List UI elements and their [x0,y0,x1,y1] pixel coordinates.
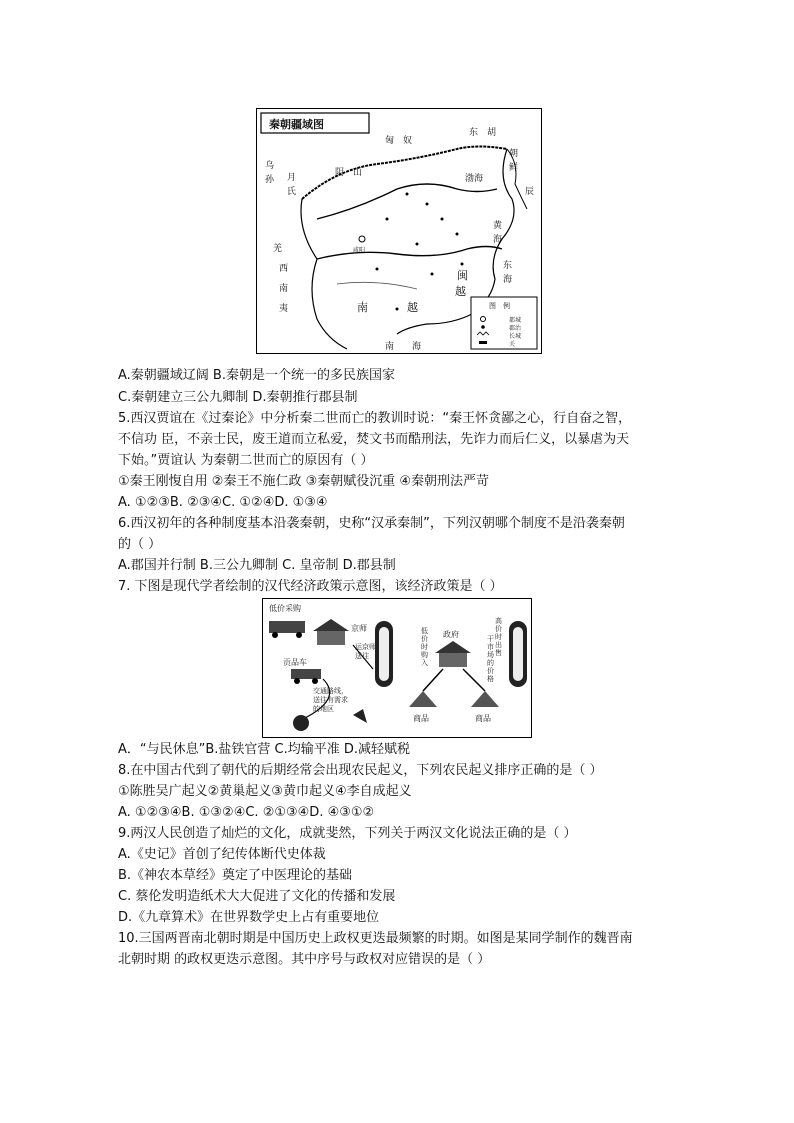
map-label-nanhai: 南 海 [385,342,422,352]
q6-options: A.郡国并行制 B.三公九卿制 C. 皇帝制 D.郡县制 [118,558,396,573]
map-legend-item: 郡治 [509,325,522,332]
map-label-yi: 夷 [279,304,289,314]
map-label-nanyue-1: 南 [357,301,368,314]
q6-stem-line1: 6.西汉初年的各种制度基本沿袭秦朝，史称“汉承秦制”，下列汉朝哪个制度不是沿袭秦朝 [118,516,625,531]
q10-stem-line2: 北朝时期 的政权更迭示意图。其中序号与政权对应错误的是（ ） [118,952,491,967]
q10-stem-line1: 10.三国两晋南北朝时期是中国历史上政权更迭最频繁的时期。如图是某同学制作的魏晋南 [118,931,633,946]
map-label-chen: 辰 [525,187,535,197]
q5-stem-line2: 不信功 臣，不亲士民，废王道而立私爱，焚文书而酷刑法，先诈力而后仁义，以暴虐为天 [118,432,630,447]
q9-option-b: B.《神农本草经》奠定了中医理论的基础 [118,868,353,883]
econ-high-sell-label: 高 价 时 出 售 [495,617,502,657]
map-label-yuezhi: 月 氏 [287,173,297,197]
map-label-chaoxian: 朝 鲜 [509,149,519,173]
econ-policy-diagram [262,598,532,738]
qin-territory-map [256,108,542,354]
map-title: 秦朝疆域图 [269,118,324,131]
map-legend-item: 关 [509,341,516,348]
map-legend-title: 图 例 [489,302,510,310]
map-label-nanyue-2: 越 [407,301,418,314]
map-label-huanghai: 黄 海 [493,221,503,245]
map-label-qiang: 羌 [273,244,283,254]
econ-low-buy-label: 低 价 时 购 入 [421,627,428,667]
map-label-wusun: 乌 孙 [265,161,275,185]
q5-stem-line1: 5.西汉贾谊在《过秦论》中分析秦二世而亡的教训时说：“秦王怀贪鄙之心，行自奋之智， [118,411,632,426]
q8-options: A. ①②③④B. ①③②④C. ②①③④D. ④③①② [118,805,375,820]
q5-items: ①秦王刚愎自用 ②秦王不施仁政 ③秦朝赋役沉重 ④秦朝刑法严苛 [118,474,490,489]
map-legend-item: 都城 [509,317,522,324]
q4-options-line1: A.秦朝疆域辽阔 B.秦朝是一个统一的多民族国家 [118,368,395,383]
q5-stem-line3: 下始。”贾谊认 为秦朝二世而亡的原因有（ ） [118,453,374,468]
q4-options-line2: C.秦朝建立三公九卿制 D.秦朝推行郡县制 [118,390,358,405]
econ-capital-label: 京师 [351,624,367,633]
q9-stem: 9.两汉人民创造了灿烂的文化，成就斐然，下列关于两汉文化说法正确的是（ ） [118,826,577,841]
q9-option-c: C. 蔡伦发明造纸术大大促进了文化的传播和发展 [118,889,396,904]
q6-stem-line2: 的（ ） [118,537,162,552]
map-label-bohai: 渤海 [465,174,484,184]
econ-corner-label: 低价采购 [269,604,301,613]
map-label-donghai: 东 海 [503,261,513,285]
q7-options: A．“与民休息”B.盐铁官营 C.均输平准 D.减轻赋税 [118,742,411,757]
map-label-min: 闽 [457,269,468,282]
econ-tribute-cart-label: 贡品车 [283,658,307,667]
map-legend-item: 长城 [509,333,522,340]
map-label-yinshan: 阴 山 [335,168,363,178]
q8-items: ①陈胜吴广起义②黄巢起义③黄巾起义④李自成起义 [118,784,412,799]
map-label-donghu: 东 胡 [469,128,497,138]
map-label-minyue: 越 [455,285,466,298]
map-label-nan: 南 [279,284,289,294]
econ-market-label: 干 市 场 的 价 格 [487,635,494,683]
q8-stem: 8.在中国古代到了朝代的后期经常会出现农民起义，下列农民起义排序正确的是（ ） [118,763,603,778]
econ-transport-label: 运京师 送往 [355,643,376,660]
q9-option-d: D.《九章算术》在世界数学史上占有重要地位 [118,910,380,925]
q9-option-a: A.《史记》首创了纪传体断代史体裁 [118,847,326,862]
econ-gov-label: 政府 [443,630,459,639]
econ-goods-label: 商品 [413,714,429,723]
econ-route-label: 交通路线， 送往有需求 的地区 [313,687,348,713]
map-label-xiongnu: 匈 奴 [385,136,413,146]
q7-stem-line1: 7. 下图是现代学者绘制的汉代经济政策示意图，该经济政策是（ ） [118,579,503,594]
map-label-xi: 西 [279,264,289,274]
map-label-xianyang: 咸阳 [353,247,366,254]
econ-goods-label: 商品 [475,714,491,723]
q5-options: A. ①②③B. ②③④C. ①②④D. ①③④ [118,495,328,510]
